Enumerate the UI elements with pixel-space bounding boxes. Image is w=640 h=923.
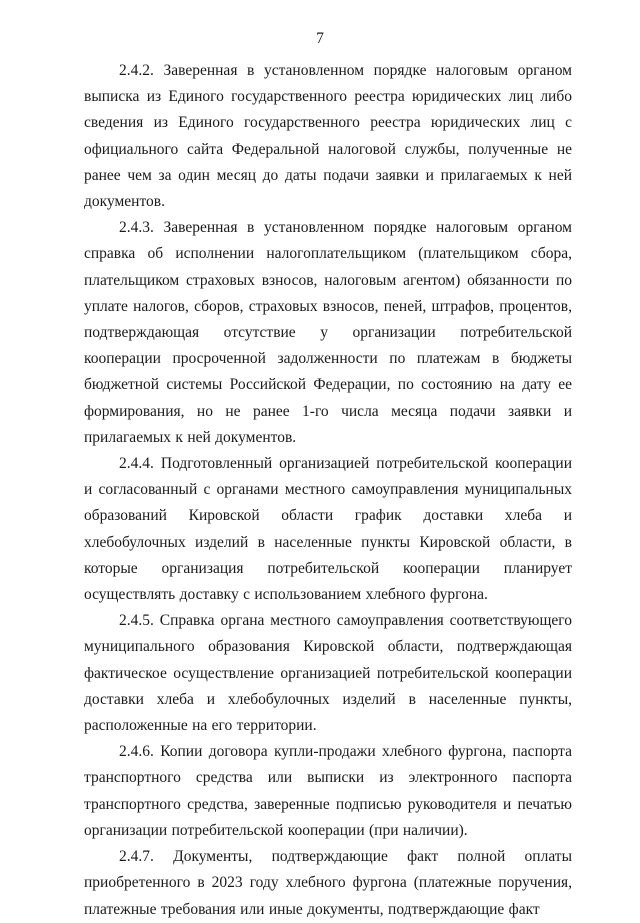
paragraph-2-4-4: 2.4.4. Подготовленный организацией потребительской кооперации и согласованный с органами местного самоуправления муниципальных образований Кировской области график доставки хлеба и хлебобулочных изделий в населенные пункты Кировской области, в которые организация потребительской кооперации планирует осуществлять доставку с использованием хлебного фургона. — [84, 455, 572, 604]
paragraph-2-4-5: 2.4.5. Справка органа местного самоуправления соответствующего муниципального образования Кировской области, подтверждающая фактическое осуществление организацией потребительской кооперации доставки хлеба и хлебобулочных изделий в населенные пункты, расположенные на его территории. — [84, 612, 572, 735]
paragraph-2-4-2: 2.4.2. Заверенная в установленном порядке налоговым органом выписка из Единого государственного реестра юридических лиц либо сведения из Единого государственного реестра юридических лиц с официального сайта Федеральной налоговой службы, полученные не ранее чем за один месяц до даты подачи заявки и прилагаемых к ней документов. — [84, 62, 572, 211]
paragraph-2-4-7: 2.4.7. Документы, подтверждающие факт полной оплаты приобретенного в 2023 году хлебного фургона (платежные поручения, платежные требования или иные документы, подтверждающие факт — [84, 848, 572, 918]
paragraph-2-4-3: 2.4.3. Заверенная в установленном порядке налоговым органом справка об исполнении налогоплательщиком (плательщиком сбора, плательщиком страховых взносов, налоговым агентом) обязанности по уплате налогов, сборов, страховых взносов, пеней, штрафов, процентов, подтверждающая отсутствие у организации потребительской кооперации просроченной задолженности по платежам в бюджеты бюджетной системы Российской Федерации, по состоянию на дату ее формирования, но не ранее 1-го числа месяца подачи заявки и прилагаемых к ней документов. — [84, 219, 572, 446]
page-number: 7 — [316, 30, 324, 47]
paragraph-2-4-6: 2.4.6. Копии договора купли-продажи хлебного фургона, паспорта транспортного средства или выписки из электронного паспорта транспортного средства, заверенные подписью руководителя и печатью организации потребительской кооперации (при наличии). — [84, 743, 572, 839]
document-body — [84, 58, 572, 923]
